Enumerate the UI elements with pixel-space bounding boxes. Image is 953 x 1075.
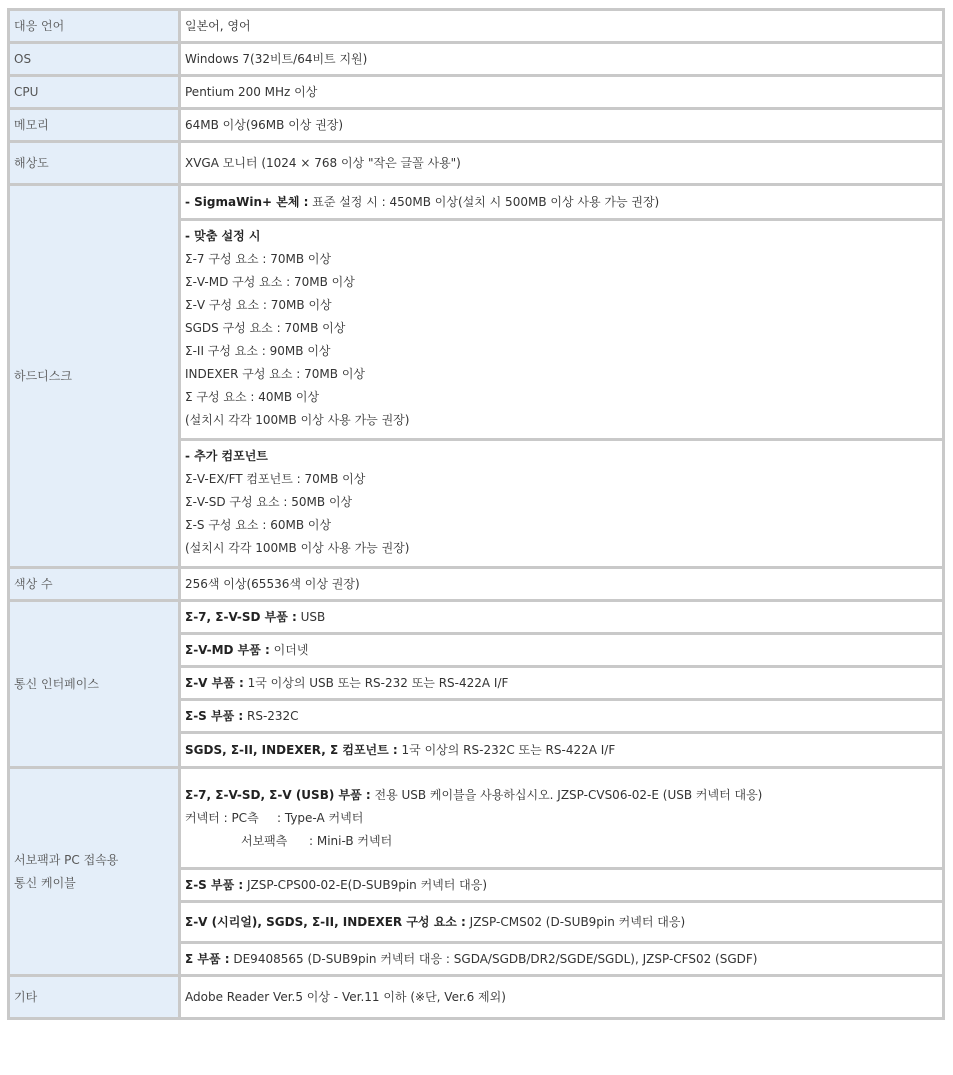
cable-item — [181, 944, 942, 974]
row-os — [10, 44, 942, 74]
harddisk-addon-title: - 추가 컴포넌트 — [185, 449, 268, 463]
interface-item-bold: Σ-V 부품 : — [185, 675, 244, 690]
row-label-resolution: 해상도 — [10, 143, 178, 183]
harddisk-custom-line: INDEXER 구성 요소 : 70MB 이상 — [185, 367, 366, 381]
harddisk-main-bold: - SigmaWin+ 본체 : — [185, 194, 309, 209]
interface-item — [181, 701, 942, 731]
harddisk-addon-line: Σ-V-EX/FT 컴포넌트 : 70MB 이상 — [185, 472, 366, 486]
interface-item-text: 1국 이상의 USB 또는 RS-232 또는 RS-422A I/F — [243, 675, 509, 690]
row-memory — [10, 110, 942, 140]
row-interface — [10, 602, 942, 632]
harddisk-custom-line: Σ-V-MD 구성 요소 : 70MB 이상 — [185, 275, 355, 289]
row-value-memory: 64MB 이상(96MB 이상 권장) — [181, 110, 942, 140]
connector-pc-value: : Type-A 커넥터 — [277, 810, 364, 825]
row-cable-usb — [10, 769, 942, 867]
cable-label-line: 서보팩과 PC 접속용 — [14, 852, 119, 867]
cable-item-bold: Σ-S 부품 : — [185, 877, 244, 892]
harddisk-custom-line: Σ 구성 요소 : 40MB 이상 — [185, 390, 320, 404]
row-colors — [10, 569, 942, 599]
row-label-cpu: CPU — [10, 77, 178, 107]
cable-item-bold: Σ-V (시리얼), SGDS, Σ-II, INDEXER 구성 요소 : — [185, 914, 466, 929]
harddisk-main — [181, 186, 942, 218]
harddisk-custom-line: Σ-V 구성 요소 : 70MB 이상 — [185, 298, 332, 312]
row-value-other: Adobe Reader Ver.5 이상 - Ver.11 이하 (※단, Ver.6 제외) — [181, 977, 942, 1017]
row-value-os: Windows 7(32비트/64비트 지원) — [181, 44, 942, 74]
system-requirements-table — [7, 8, 945, 1020]
row-harddisk-main — [10, 186, 942, 218]
connector-pc-label: 커넥터 : PC측 — [185, 810, 259, 825]
row-label-colors: 색상 수 — [10, 569, 178, 599]
row-label-cable — [10, 769, 178, 974]
interface-item — [181, 734, 942, 766]
row-value-language: 일본어, 영어 — [181, 11, 942, 41]
harddisk-custom-line: Σ-II 구성 요소 : 90MB 이상 — [185, 344, 331, 358]
row-label-other: 기타 — [10, 977, 178, 1017]
cable-item-text: JZSP-CMS02 (D-SUB9pin 커넥터 대응) — [465, 914, 686, 929]
interface-item-text: RS-232C — [243, 708, 299, 723]
row-value-resolution: XVGA 모니터 (1024 × 768 이상 "작은 글꼴 사용") — [181, 143, 942, 183]
cable-item-text: JZSP-CPS00-02-E(D-SUB9pin 커넥터 대응) — [243, 877, 488, 892]
interface-item-text: USB — [296, 609, 326, 624]
harddisk-custom — [181, 221, 942, 438]
row-label-os: OS — [10, 44, 178, 74]
interface-item — [181, 668, 942, 698]
cable-usb — [181, 769, 942, 867]
row-other — [10, 977, 942, 1017]
harddisk-custom-line: Σ-7 구성 요소 : 70MB 이상 — [185, 252, 332, 266]
row-language — [10, 11, 942, 41]
interface-item-bold: Σ-S 부품 : — [185, 708, 244, 723]
interface-item-bold: Σ-7, Σ-V-SD 부품 : — [185, 609, 297, 624]
interface-item-bold: SGDS, Σ-II, INDEXER, Σ 컴포넌트 : — [185, 742, 398, 757]
cable-label-line: 통신 케이블 — [14, 875, 76, 890]
interface-item-text: 이더넷 — [269, 642, 309, 657]
interface-item — [181, 635, 942, 665]
harddisk-custom-line: (설치시 각각 100MB 이상 사용 가능 권장) — [185, 413, 410, 427]
cable-usb-text: 전용 USB 케이블을 사용하십시오. JZSP-CVS06-02-E (USB 커넥터 대응) — [370, 787, 763, 802]
row-cpu — [10, 77, 942, 107]
harddisk-addon-line: Σ-V-SD 구성 요소 : 50MB 이상 — [185, 495, 353, 509]
row-label-harddisk: 하드디스크 — [10, 186, 178, 566]
cable-item — [181, 903, 942, 941]
cable-item-bold: Σ 부품 : — [185, 951, 230, 966]
cable-usb-bold: Σ-7, Σ-V-SD, Σ-V (USB) 부품 : — [185, 787, 371, 802]
interface-item — [181, 602, 942, 632]
harddisk-addon-line: (설치시 각각 100MB 이상 사용 가능 권장) — [185, 541, 410, 555]
interface-item-bold: Σ-V-MD 부품 : — [185, 642, 270, 657]
row-value-cpu: Pentium 200 MHz 이상 — [181, 77, 942, 107]
row-label-interface: 통신 인터페이스 — [10, 602, 178, 766]
harddisk-addon — [181, 441, 942, 566]
harddisk-custom-line: SGDS 구성 요소 : 70MB 이상 — [185, 321, 346, 335]
row-label-memory: 메모리 — [10, 110, 178, 140]
cable-item — [181, 870, 942, 900]
row-label-language: 대응 언어 — [10, 11, 178, 41]
connector-servo-label: 서보팩측 — [241, 833, 288, 848]
row-value-colors: 256색 이상(65536색 이상 권장) — [181, 569, 942, 599]
harddisk-custom-title: - 맞춤 설정 시 — [185, 229, 261, 243]
row-resolution — [10, 143, 942, 183]
harddisk-main-text: 표준 설정 시 : 450MB 이상(설치 시 500MB 이상 사용 가능 권장) — [308, 194, 660, 209]
interface-item-text: 1국 이상의 RS-232C 또는 RS-422A I/F — [397, 742, 616, 757]
connector-servo-value: : Mini-B 커넥터 — [309, 833, 393, 848]
harddisk-addon-line: Σ-S 구성 요소 : 60MB 이상 — [185, 518, 332, 532]
cable-item-text: DE9408565 (D-SUB9pin 커넥터 대응 : SGDA/SGDB/DR2/SGDE/SGDL), JZSP-CFS02 (SGDF) — [229, 951, 758, 966]
